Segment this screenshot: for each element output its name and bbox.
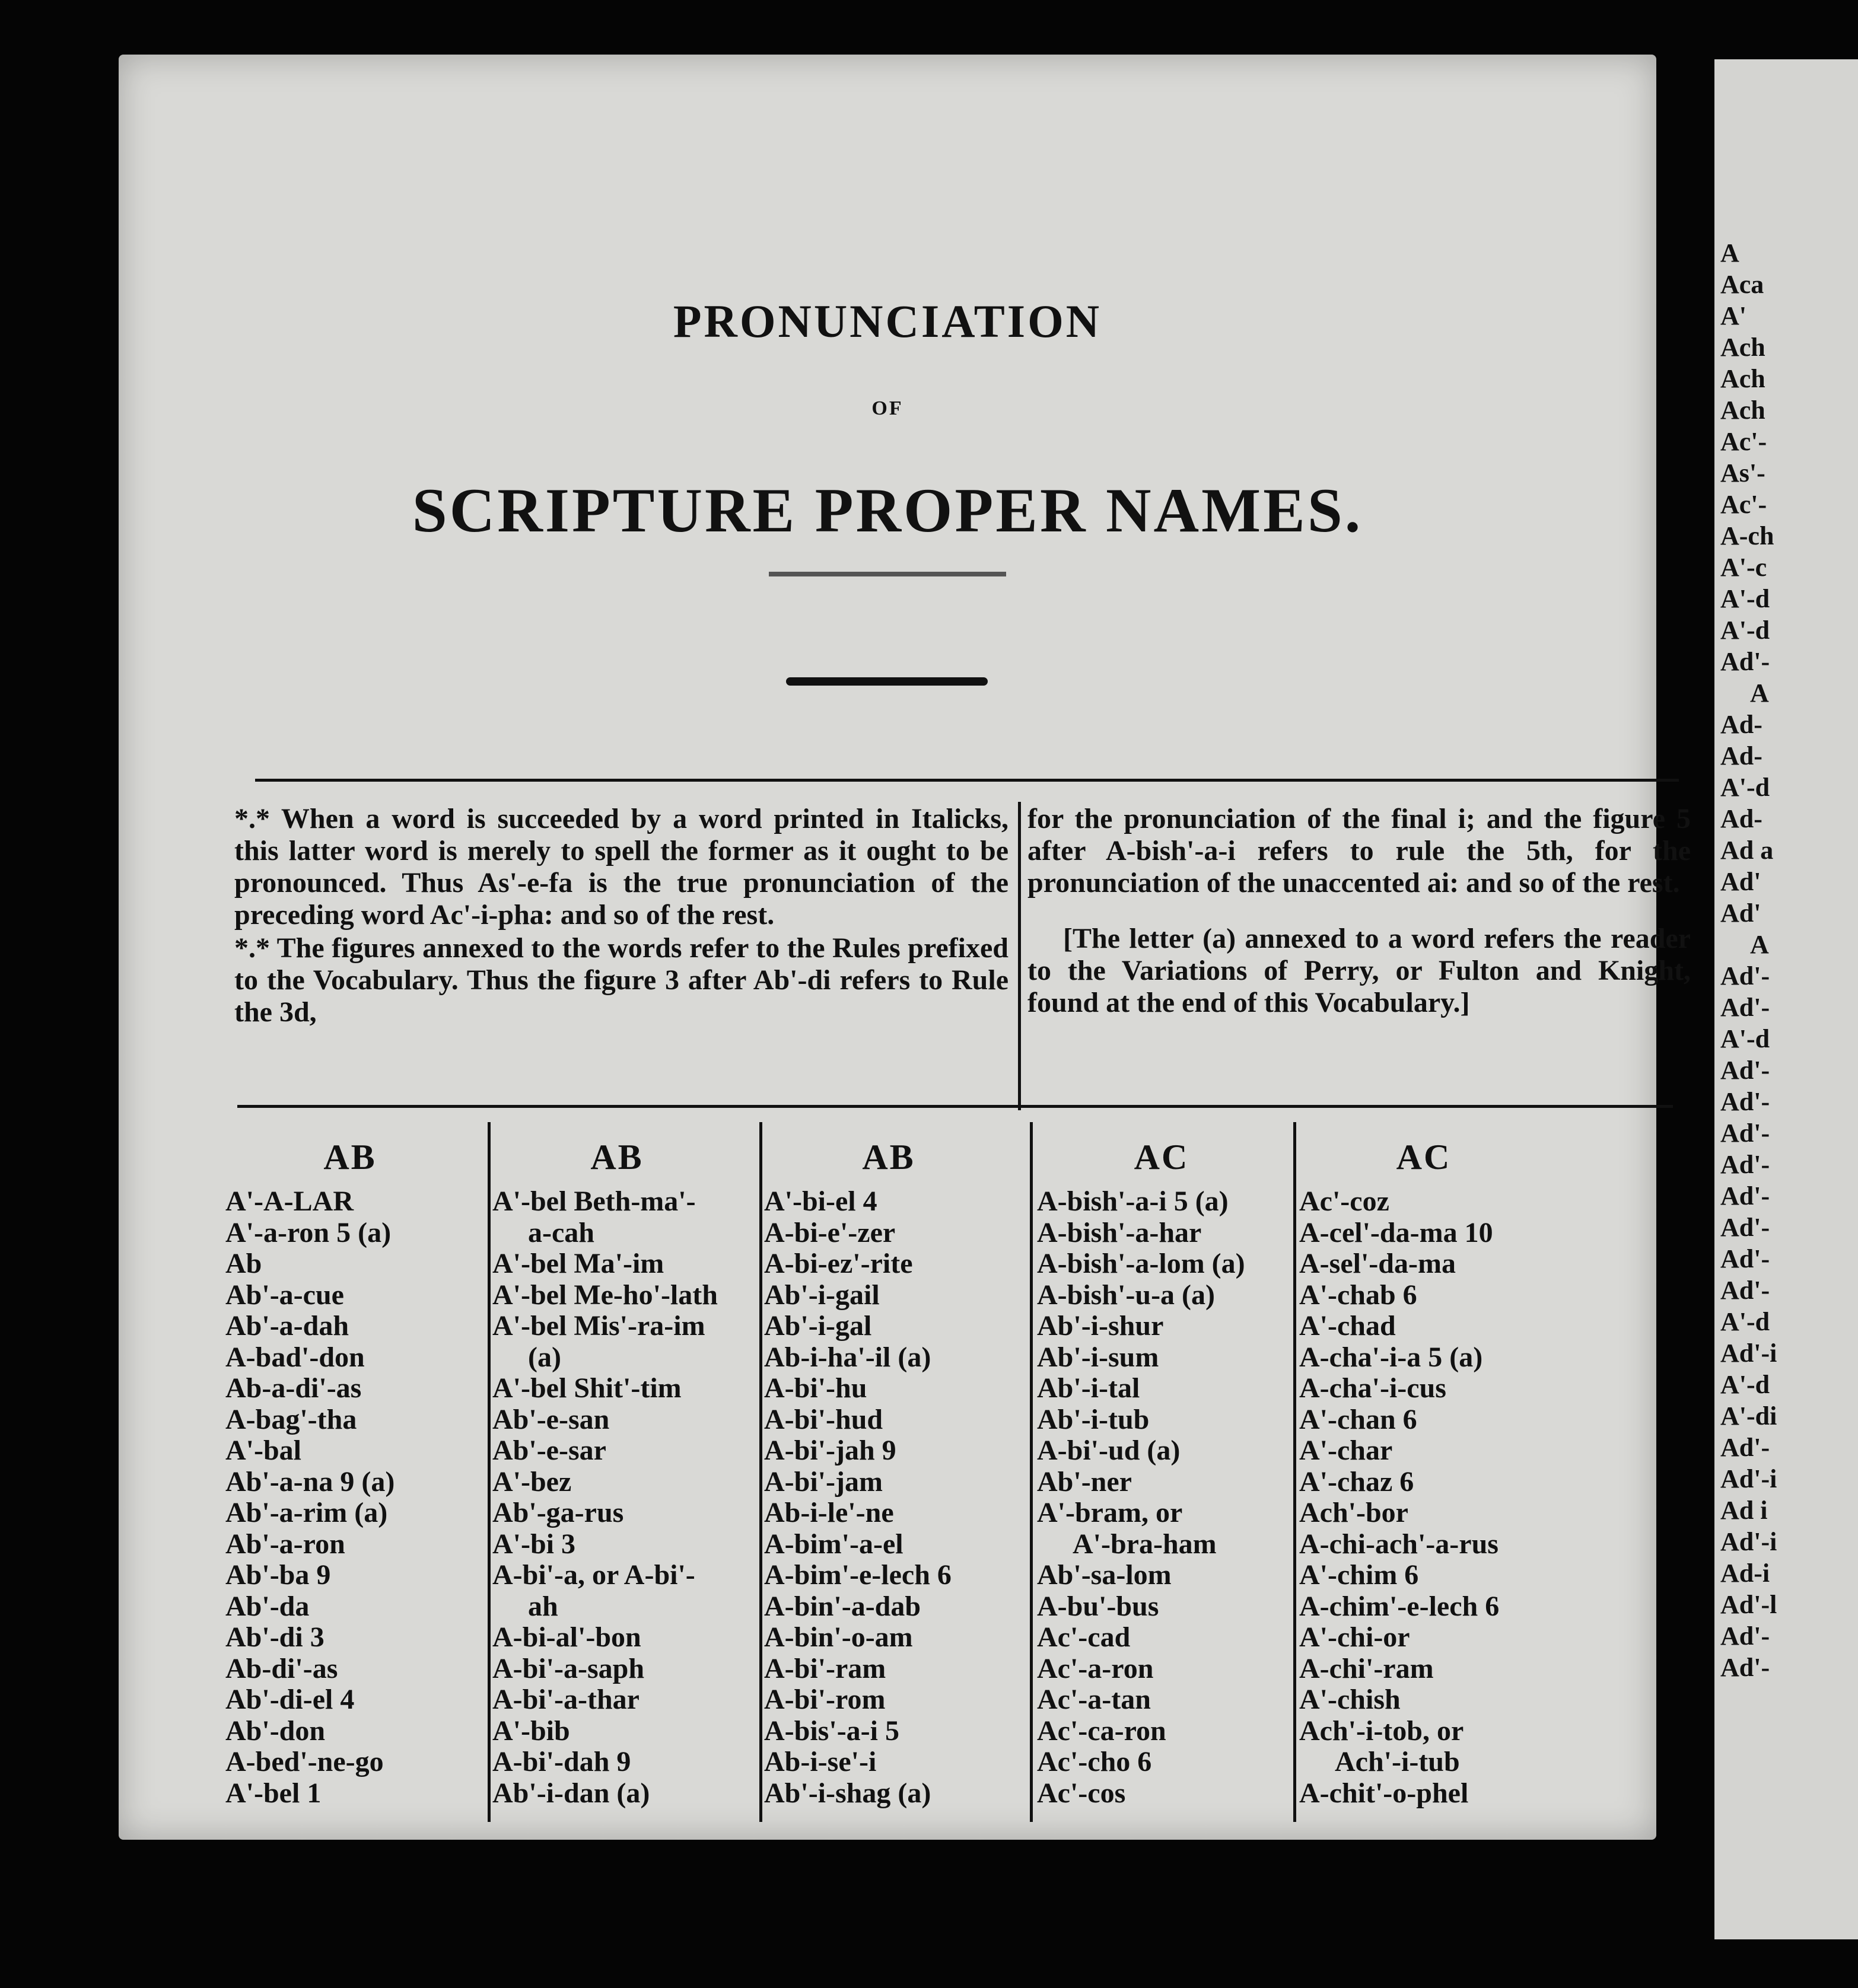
- name-entry: A-bi'-ud (a): [1037, 1435, 1181, 1466]
- name-entry: A'-bram, or: [1037, 1497, 1183, 1528]
- adjacent-entry: A-ch: [1720, 521, 1774, 550]
- name-entry: Ab'-a-rim (a): [225, 1497, 388, 1528]
- name-entry: A'-bez: [492, 1465, 572, 1498]
- name-entry: A-bish'-a-har: [1037, 1216, 1202, 1248]
- name-entry: Ach'-bor: [1299, 1497, 1408, 1528]
- adjacent-entry: Ac'-: [1720, 427, 1767, 456]
- column-heading: AB: [323, 1138, 377, 1177]
- name-entry: Ab'-i-tal: [1037, 1372, 1140, 1404]
- name-entry: Ab-i-ha'-il (a): [764, 1341, 931, 1373]
- column-heading: AB: [590, 1138, 644, 1177]
- name-entry: Ac'-cos: [1037, 1777, 1126, 1809]
- name-entry: A-bim'-e-lech 6: [764, 1559, 952, 1591]
- name-entry: Ab'-i-sum: [1037, 1341, 1159, 1373]
- name-entry: A-bish'-a-i 5 (a): [1037, 1186, 1229, 1217]
- name-entry: A-bi'-hud: [764, 1403, 883, 1435]
- name-entry: A'-bel Ma'-im: [492, 1248, 664, 1279]
- adjacent-entry: A'-d: [1720, 773, 1770, 802]
- adjacent-entry: A'-d: [1720, 584, 1770, 613]
- adjacent-entry: Ad'-: [1720, 1653, 1770, 1682]
- name-entry: ah: [528, 1590, 558, 1622]
- adjacent-entry: Ad-: [1720, 741, 1762, 770]
- name-entry: (a): [528, 1341, 561, 1373]
- note-paragraph: *.* The figures annexed to the words refer to the Rules prefixed to the Vocabulary. Thus the figure 3 after Ab'-di refers to Rule the 3d,: [234, 932, 1008, 1028]
- name-entry: Ac'-cad: [1037, 1621, 1131, 1653]
- name-entry: A-bi'-ram: [764, 1652, 886, 1684]
- name-column: [1299, 1137, 1548, 1809]
- top-rule: [255, 779, 1679, 782]
- adjacent-entry: A: [1750, 678, 1769, 708]
- name-entry: A-bi'-a-thar: [492, 1684, 640, 1715]
- column-divider: [1018, 802, 1021, 1110]
- column-divider: [1030, 1122, 1033, 1822]
- adjacent-entry: A'-d: [1720, 1307, 1770, 1336]
- name-entry: A'-chaz 6: [1299, 1465, 1414, 1498]
- name-entry: A-bad'-don: [225, 1341, 365, 1373]
- name-entry: A'-chi-or: [1299, 1621, 1410, 1653]
- name-entry: A-bish'-u-a (a): [1037, 1279, 1216, 1311]
- adjacent-entry: Ach: [1720, 364, 1765, 393]
- name-entry: Ach'-i-tub: [1335, 1746, 1460, 1777]
- adjacent-entry: Ad'-: [1720, 993, 1770, 1022]
- adjacent-entry: A'-d: [1720, 616, 1770, 645]
- name-entry: Ab'-don: [225, 1715, 326, 1747]
- adjacent-entry: A'-di: [1720, 1401, 1777, 1431]
- name-entry: Ab: [225, 1248, 262, 1279]
- name-entry: Ab'-a-cue: [225, 1279, 344, 1311]
- name-entry: Ab'-di-el 4: [225, 1684, 355, 1715]
- name-entry: Ab'-i-dan (a): [492, 1777, 650, 1809]
- name-entry: Ac'-a-ron: [1037, 1652, 1154, 1684]
- name-entry: Ab'-i-shag (a): [764, 1777, 931, 1809]
- adjacent-entry: Ad a: [1720, 836, 1774, 865]
- name-entry: A'-bel Mis'-ra-im: [492, 1310, 705, 1342]
- adjacent-entry: Ad'-: [1720, 1181, 1770, 1210]
- adjacent-entry: Ach: [1720, 396, 1765, 425]
- name-entry: Ab'-a-ron: [225, 1528, 345, 1560]
- name-entry: A-bi-ez'-rite: [764, 1248, 913, 1279]
- note-right: [1027, 803, 1691, 1019]
- adjacent-entry: Ad i: [1720, 1496, 1768, 1525]
- name-entry: a-cah: [528, 1216, 594, 1248]
- name-entry: Ab'-i-gal: [764, 1310, 872, 1342]
- name-column: [492, 1137, 742, 1809]
- ornament-bar: [786, 677, 988, 686]
- name-entry: A'-chad: [1299, 1310, 1396, 1342]
- adjacent-entry: As'-: [1720, 458, 1765, 488]
- name-entry: Ab'-sa-lom: [1037, 1559, 1172, 1591]
- name-entry: A-bi'-rom: [764, 1684, 886, 1715]
- name-entry: A'-bi 3: [492, 1528, 576, 1560]
- adjacent-entry: Ad'-i: [1720, 1464, 1777, 1493]
- name-entry: A'-chab 6: [1299, 1279, 1417, 1311]
- adjacent-entry: Ad'-: [1720, 1087, 1770, 1116]
- adjacent-entry: Ad'-: [1720, 1276, 1770, 1305]
- name-entry: A'-a-ron 5 (a): [225, 1216, 392, 1248]
- name-entry: A-bi'-hu: [764, 1372, 867, 1404]
- name-entry: A-bi-e'-zer: [764, 1216, 896, 1248]
- title-connector: OF: [871, 397, 903, 419]
- name-entry: A-chi-ach'-a-rus: [1299, 1528, 1499, 1560]
- adjacent-entry: Ad'-l: [1720, 1590, 1777, 1619]
- adjacent-entry: Ad': [1720, 899, 1761, 928]
- column-divider: [1293, 1122, 1296, 1822]
- adjacent-entry: Ad-i: [1720, 1559, 1770, 1588]
- name-entry: Ab'-ga-rus: [492, 1497, 624, 1528]
- name-entry: A-bin'-a-dab: [764, 1590, 921, 1622]
- name-entry: Ab-di'-as: [225, 1652, 338, 1684]
- adjacent-entry: Ad'-: [1720, 647, 1770, 676]
- name-entry: Ab-a-di'-as: [225, 1372, 362, 1404]
- name-entry: Ac'-cho 6: [1037, 1746, 1152, 1777]
- adjacent-page-entries: [1720, 237, 1858, 1683]
- name-entry: Ab'-ba 9: [225, 1559, 331, 1591]
- name-entry: A-bis'-a-i 5: [764, 1715, 899, 1747]
- adjacent-entry: A': [1720, 301, 1746, 330]
- adjacent-entry: Ad-: [1720, 804, 1762, 833]
- adjacent-entry: A: [1750, 930, 1769, 959]
- name-entry: Ab'-e-san: [492, 1403, 610, 1435]
- name-entry: Ab'-i-tub: [1037, 1403, 1150, 1435]
- name-entry: A-sel'-da-ma: [1299, 1248, 1456, 1279]
- name-entry: Ab'-di 3: [225, 1621, 324, 1653]
- name-entry: Ab'-a-dah: [225, 1310, 349, 1342]
- adjacent-entry: Ad'-: [1720, 1244, 1770, 1273]
- name-entry: A-bi-al'-bon: [492, 1621, 641, 1653]
- name-entry: A'-chim 6: [1299, 1559, 1419, 1591]
- name-entry: A'-chan 6: [1299, 1403, 1417, 1435]
- adjacent-entry: A: [1720, 238, 1739, 267]
- note-paragraph: for the pronunciation of the final i; and the figure 5 after A-bish'-a-i refers to rule the 5th, for the pronunciation of the unaccented ai: and so of the rest.: [1027, 803, 1691, 899]
- adjacent-entry: Ad': [1720, 867, 1761, 896]
- name-entry: A-bim'-a-el: [764, 1528, 903, 1560]
- name-entry: A-cel'-da-ma 10: [1299, 1216, 1493, 1248]
- adjacent-entry: Ad'-: [1720, 1621, 1770, 1651]
- name-column: [764, 1137, 1013, 1809]
- name-entry: A-bag'-tha: [225, 1403, 357, 1435]
- note-paragraph: *.* When a word is succeeded by a word printed in Italicks, this latter word is merely to spell the former as it ought to be pronounced. Thus As'-e-fa is the true pronunciation of the preceding word Ac'-i-pha: and so of the rest.: [234, 803, 1008, 931]
- column-heading: AB: [862, 1138, 915, 1177]
- name-entry: Ab'-i-shur: [1037, 1310, 1164, 1342]
- name-entry: Ac'-a-tan: [1037, 1684, 1151, 1715]
- adjacent-entry: Ac'-: [1720, 490, 1767, 519]
- page-subtitle: SCRIPTURE PROPER NAMES.: [412, 476, 1363, 545]
- adjacent-entry: A'-d: [1720, 1370, 1770, 1399]
- column-divider: [488, 1122, 491, 1822]
- adjacent-entry: Aca: [1720, 270, 1764, 299]
- adjacent-entry: A'-c: [1720, 553, 1767, 582]
- name-entry: Ac'-ca-ron: [1037, 1715, 1166, 1747]
- name-entry: A-bi'-jah 9: [764, 1435, 896, 1466]
- bottom-rule: [237, 1105, 1673, 1108]
- name-entry: A-bish'-a-lom (a): [1037, 1248, 1245, 1279]
- column-divider: [759, 1122, 762, 1822]
- column-heading: AC: [1134, 1138, 1189, 1177]
- name-entry: Ab'-da: [225, 1590, 310, 1622]
- column-heading: AC: [1396, 1138, 1452, 1177]
- adjacent-entry: A'-d: [1720, 1024, 1770, 1053]
- name-entry: A-bu'-bus: [1037, 1590, 1159, 1622]
- note-paragraph: [The letter (a) annexed to a word refers the reader to the Variations of Perry, or Fulton and Knight, found at the end of this Vocabulary.]: [1027, 923, 1691, 1018]
- name-entry: Ac'-coz: [1299, 1186, 1389, 1217]
- name-entry: A-bi'-a-saph: [492, 1652, 645, 1684]
- name-column: [225, 1137, 475, 1809]
- name-entry: Ab'-a-na 9 (a): [225, 1465, 395, 1498]
- name-entry: Ab'-e-sar: [492, 1435, 606, 1466]
- adjacent-entry: Ach: [1720, 333, 1765, 362]
- adjacent-entry: Ad-: [1720, 710, 1762, 739]
- page-title: PRONUNCIATION: [673, 295, 1102, 347]
- ornament-line: [769, 572, 1006, 576]
- name-column: [1037, 1137, 1286, 1809]
- name-entry: A'-bel Beth-ma'-: [492, 1186, 696, 1217]
- adjacent-entry: Ad'-: [1720, 1056, 1770, 1085]
- adjacent-entry: Ad'-: [1720, 1433, 1770, 1462]
- name-entry: Ab-i-le'-ne: [764, 1497, 894, 1528]
- name-entry: A'-bel 1: [225, 1777, 322, 1809]
- adjacent-entry: Ad'-: [1720, 1213, 1770, 1242]
- name-entry: A-bed'-ne-go: [225, 1746, 384, 1777]
- name-entry: A-chit'-o-phel: [1299, 1777, 1469, 1809]
- adjacent-entry: Ad'-: [1720, 961, 1770, 990]
- name-entry: A'-bib: [492, 1715, 570, 1747]
- name-entry: Ab'-ner: [1037, 1465, 1132, 1498]
- name-entry: A'-bal: [225, 1435, 302, 1466]
- note-left: [234, 803, 1008, 1028]
- adjacent-entry: Ad'-i: [1720, 1339, 1777, 1368]
- name-entry: A-cha'-i-a 5 (a): [1299, 1341, 1483, 1373]
- adjacent-entry: Ad'-: [1720, 1150, 1770, 1179]
- name-entry: A-bin'-o-am: [764, 1621, 913, 1653]
- name-entry: Ab'-i-gail: [764, 1279, 880, 1311]
- name-entry: A-bi'-jam: [764, 1465, 883, 1498]
- name-entry: A'-A-LAR: [225, 1186, 354, 1217]
- name-entry: Ach'-i-tob, or: [1299, 1715, 1464, 1747]
- name-entry: Ab-i-se'-i: [764, 1746, 877, 1777]
- name-entry: A'-chish: [1299, 1684, 1401, 1715]
- adjacent-entry: Ad'-i: [1720, 1527, 1777, 1556]
- adjacent-entry: Ad'-: [1720, 1119, 1770, 1148]
- name-entry: A'-char: [1299, 1435, 1393, 1466]
- name-entry: A'-bel Me-ho'-lath: [492, 1279, 718, 1311]
- name-entry: A'-bel Shit'-tim: [492, 1372, 682, 1404]
- name-entry: A-cha'-i-cus: [1299, 1372, 1446, 1404]
- name-entry: A'-bi-el 4: [764, 1186, 877, 1217]
- name-entry: A-bi'-a, or A-bi'-: [492, 1559, 695, 1591]
- name-entry: A-chim'-e-lech 6: [1299, 1590, 1500, 1622]
- name-entry: A-chi'-ram: [1299, 1652, 1434, 1684]
- book-page: [119, 55, 1691, 1840]
- name-entry: A'-bra-ham: [1073, 1528, 1217, 1560]
- name-entry: A-bi'-dah 9: [492, 1746, 631, 1777]
